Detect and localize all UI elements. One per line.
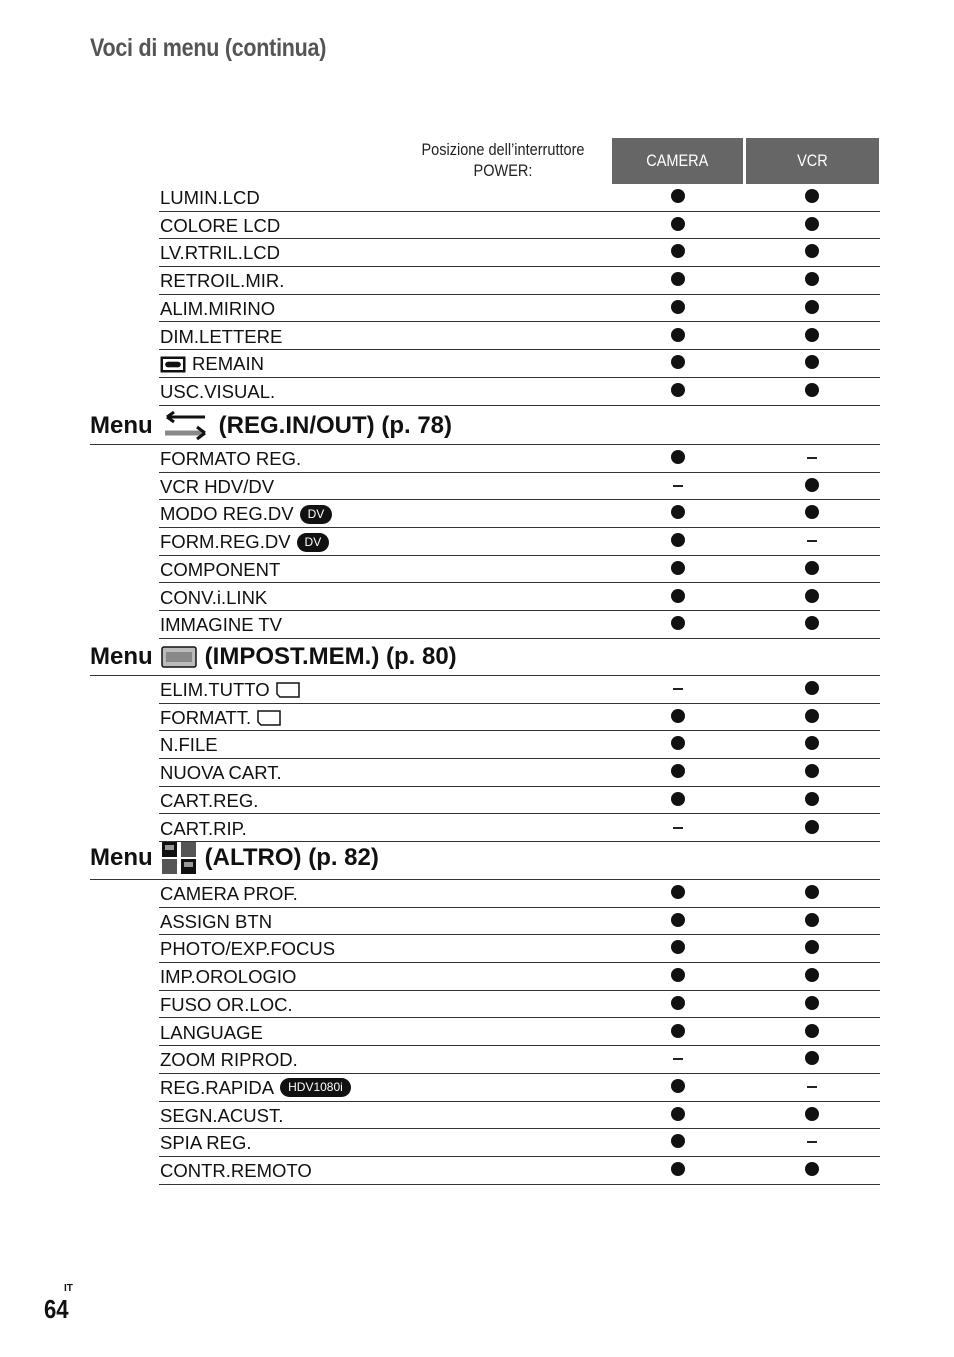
available-dot-vcr	[805, 1107, 819, 1121]
row-label	[160, 1077, 351, 1099]
table-row	[159, 378, 880, 406]
card-icon	[276, 682, 300, 698]
table-row	[159, 473, 880, 501]
row-label	[160, 614, 282, 636]
row-label	[160, 242, 280, 264]
row-label-text: REMAIN	[192, 353, 264, 375]
table-row	[159, 556, 880, 584]
available-dot-vcr	[805, 764, 819, 778]
row-label-text: ASSIGN BTN	[160, 910, 273, 932]
available-dot-vcr	[805, 968, 819, 982]
table-row	[159, 611, 880, 639]
table-row	[159, 267, 880, 295]
available-dot-vcr	[805, 885, 819, 899]
table-row	[159, 323, 880, 351]
available-dot-camera	[671, 1107, 685, 1121]
row-label	[160, 679, 300, 701]
row-label	[160, 1022, 263, 1044]
row-label-text: CART.REG.	[160, 789, 259, 811]
row-label-text: CART.RIP.	[160, 817, 247, 839]
row-label-text: DIM.LETTERE	[160, 325, 283, 347]
available-dot-camera	[671, 561, 685, 575]
available-dot-camera	[671, 709, 685, 723]
row-label-text: ZOOM RIPROD.	[160, 1049, 298, 1071]
row-label	[160, 298, 275, 320]
available-dot-camera	[671, 764, 685, 778]
row-label	[160, 381, 275, 403]
table-row	[159, 991, 880, 1019]
row-label-text: COMPONENT	[160, 558, 281, 580]
table-row	[159, 295, 880, 323]
format-badge: DV	[300, 505, 333, 524]
row-label-text: NUOVA CART.	[160, 762, 282, 784]
available-dot-vcr	[805, 272, 819, 286]
available-dot-vcr	[805, 244, 819, 258]
available-dot-vcr	[805, 681, 819, 695]
tape-icon	[160, 356, 186, 373]
table-row	[159, 1074, 880, 1102]
available-dot-vcr	[805, 940, 819, 954]
row-label-text: FORM.REG.DV	[160, 531, 291, 553]
row-label-text: PHOTO/EXP.FOCUS	[160, 938, 336, 960]
available-dot-camera	[671, 217, 685, 231]
row-label-text: REG.RAPIDA	[160, 1076, 275, 1098]
table-row	[159, 1102, 880, 1130]
table-row	[159, 184, 880, 212]
available-dot-camera	[671, 616, 685, 630]
row-label-text: LUMIN.LCD	[160, 187, 260, 208]
table-row	[159, 963, 880, 991]
available-dot-vcr	[805, 709, 819, 723]
row-label	[160, 215, 280, 237]
available-dot-camera	[671, 328, 685, 342]
table-row	[159, 528, 880, 556]
available-dot-camera	[671, 736, 685, 750]
row-label	[160, 503, 332, 525]
section-heading-prefix: Menu	[90, 843, 153, 871]
column-header-camera-label: CAMERA	[646, 151, 709, 170]
unavailable-dash-camera	[673, 688, 683, 690]
row-label	[160, 883, 298, 905]
row-label-text: FORMATO REG.	[160, 448, 302, 469]
column-header-vcr-label: VCR	[797, 151, 828, 170]
available-dot-vcr	[805, 820, 819, 834]
column-header-camera	[612, 138, 743, 184]
table-row	[159, 239, 880, 267]
section-heading-text: (ALTRO) (p. 82)	[204, 843, 379, 871]
available-dot-camera	[671, 272, 685, 286]
row-label	[160, 187, 260, 209]
available-dot-camera	[671, 996, 685, 1010]
grid-blocks-icon	[161, 841, 197, 875]
table-row	[159, 704, 880, 732]
row-label	[160, 531, 329, 553]
table-row	[159, 731, 880, 759]
unavailable-dash-vcr	[807, 457, 817, 459]
row-label-text: SEGN.ACUST.	[160, 1104, 284, 1126]
available-dot-camera	[671, 300, 685, 314]
available-dot-vcr	[805, 478, 819, 492]
unavailable-dash-camera	[673, 485, 683, 487]
available-dot-vcr	[805, 300, 819, 314]
available-dot-camera	[671, 244, 685, 258]
section-heading-1	[90, 407, 880, 445]
section-heading-3	[90, 836, 880, 880]
table-row	[159, 908, 880, 936]
available-dot-camera	[671, 189, 685, 203]
row-label-text: IMP.OROLOGIO	[160, 966, 297, 988]
language-code: IT	[64, 1283, 73, 1294]
column-header-vcr	[746, 138, 879, 184]
available-dot-camera	[671, 1134, 685, 1148]
row-label-text: CAMERA PROF.	[160, 883, 298, 904]
row-label-text: CONV.i.LINK	[160, 586, 268, 608]
page-title: Voci di menu (continua)	[90, 34, 327, 62]
row-label-text: MODO REG.DV	[160, 503, 294, 525]
section-heading-2	[90, 638, 880, 676]
row-label-text: ALIM.MIRINO	[160, 297, 276, 319]
available-dot-vcr	[805, 328, 819, 342]
row-label	[160, 559, 280, 581]
row-label	[160, 1049, 298, 1071]
table-row	[159, 1046, 880, 1074]
row-label-text: FORMATT.	[160, 706, 252, 728]
table-row	[159, 445, 880, 473]
available-dot-vcr	[805, 561, 819, 575]
available-dot-vcr	[805, 1162, 819, 1176]
row-label	[160, 448, 301, 470]
available-dot-camera	[671, 383, 685, 397]
available-dot-vcr	[805, 505, 819, 519]
available-dot-camera	[671, 505, 685, 519]
row-label-text: VCR HDV/DV	[160, 475, 275, 497]
table-row	[159, 1157, 880, 1185]
table-row	[159, 350, 880, 378]
available-dot-camera	[671, 533, 685, 547]
available-dot-vcr	[805, 1051, 819, 1065]
row-label	[160, 790, 258, 812]
power-switch-label-line2: POWER:	[473, 162, 533, 180]
table-row	[159, 212, 880, 240]
card-icon	[257, 710, 281, 726]
row-label-text: N.FILE	[160, 734, 218, 756]
power-switch-label-line1: Posizione dell’interruttore	[421, 141, 585, 159]
row-label	[160, 270, 284, 292]
row-label-text: SPIA REG.	[160, 1132, 252, 1154]
unavailable-dash-camera	[673, 827, 683, 829]
row-label-text: LV.RTRIL.LCD	[160, 242, 280, 264]
table-row	[159, 1129, 880, 1157]
table-row	[159, 676, 880, 704]
unavailable-dash-camera	[673, 1058, 683, 1060]
available-dot-vcr	[805, 996, 819, 1010]
section-heading-text: (REG.IN/OUT) (p. 78)	[218, 411, 453, 439]
table-row	[159, 500, 880, 528]
section-heading-prefix: Menu	[90, 642, 153, 670]
row-label	[160, 938, 335, 960]
available-dot-vcr	[805, 913, 819, 927]
row-label	[160, 1160, 312, 1182]
available-dot-camera	[671, 1024, 685, 1038]
row-label-text: LANGUAGE	[160, 1021, 263, 1043]
available-dot-vcr	[805, 792, 819, 806]
row-label	[160, 326, 282, 348]
row-label	[160, 1132, 252, 1154]
available-dot-camera	[671, 913, 685, 927]
available-dot-camera	[671, 968, 685, 982]
format-badge: DV	[297, 533, 330, 552]
available-dot-vcr	[805, 589, 819, 603]
power-switch-label	[405, 140, 600, 182]
table-row	[159, 759, 880, 787]
row-label-text: ELIM.TUTTO	[160, 679, 270, 700]
memory-card-icon	[161, 646, 197, 668]
available-dot-camera	[671, 1162, 685, 1176]
table-row	[159, 787, 880, 815]
page-number: 64	[44, 1294, 69, 1324]
available-dot-vcr	[805, 189, 819, 203]
available-dot-vcr	[805, 217, 819, 231]
available-dot-vcr	[805, 355, 819, 369]
available-dot-vcr	[805, 383, 819, 397]
format-badge: HDV1080i	[280, 1078, 351, 1097]
available-dot-camera	[671, 885, 685, 899]
in-out-arrows-icon	[161, 411, 211, 441]
table-row	[159, 880, 880, 908]
available-dot-vcr	[805, 736, 819, 750]
row-label	[160, 911, 272, 933]
row-label	[160, 994, 293, 1016]
row-label	[160, 707, 281, 729]
row-label	[160, 734, 218, 756]
row-label	[160, 966, 296, 988]
unavailable-dash-vcr	[807, 1086, 817, 1088]
available-dot-vcr	[805, 1024, 819, 1038]
row-label	[160, 762, 282, 784]
available-dot-vcr	[805, 616, 819, 630]
available-dot-camera	[671, 792, 685, 806]
available-dot-camera	[671, 355, 685, 369]
row-label	[160, 1105, 283, 1127]
available-dot-camera	[671, 1079, 685, 1093]
available-dot-camera	[671, 450, 685, 464]
row-label	[160, 587, 267, 609]
row-label-text: USC.VISUAL.	[160, 380, 276, 402]
section-heading-text: (IMPOST.MEM.) (p. 80)	[204, 642, 457, 670]
row-label	[160, 353, 264, 375]
table-row	[159, 1019, 880, 1047]
row-label	[160, 476, 274, 498]
available-dot-camera	[671, 589, 685, 603]
row-label-text: FUSO OR.LOC.	[160, 993, 293, 1015]
row-label-text: CONTR.REMOTO	[160, 1160, 312, 1181]
unavailable-dash-vcr	[807, 1141, 817, 1143]
row-label-text: COLORE LCD	[160, 214, 281, 236]
section-heading-prefix: Menu	[90, 411, 153, 439]
table-row	[159, 584, 880, 612]
row-label-text: IMMAGINE TV	[160, 614, 282, 636]
unavailable-dash-vcr	[807, 540, 817, 542]
available-dot-camera	[671, 940, 685, 954]
row-label-text: RETROIL.MIR.	[160, 270, 285, 292]
table-row	[159, 935, 880, 963]
